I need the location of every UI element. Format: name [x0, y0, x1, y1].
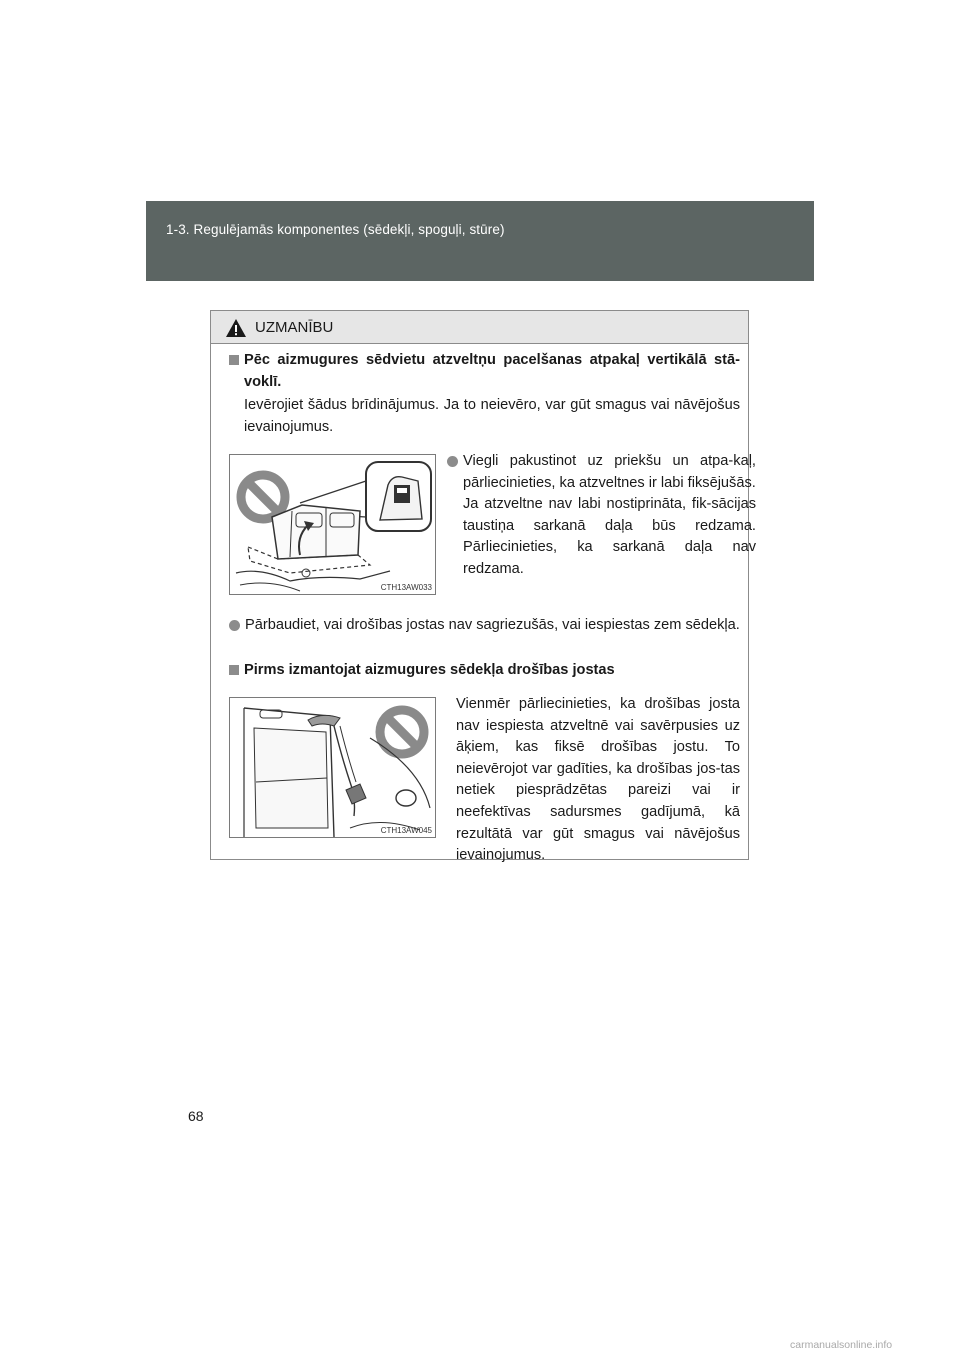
seatback-lock-illustration	[229, 454, 436, 595]
section-title: 1-3. Regulējamās komponentes (sēdekļi, spoguļi, stūre)	[166, 222, 505, 237]
figure-code: CTH13AW033	[380, 583, 432, 592]
square-bullet-icon	[229, 665, 239, 675]
bullet-latch-check: Viegli pakustinot uz priekšu un atpa-kaļ, pārliecinieties, ka atzveltnes ir labi fiksējušās. Ja atzveltne nav labi nostiprināta, fik-sācijas taustiņa sarkanā daļa būs redzama. Pārliecinieties, ka sarkanā daļa nav redzama.	[447, 451, 756, 581]
caution-box	[210, 310, 756, 864]
section1-intro: Ievērojiet šādus brīdinājumus. Ja to neievēro, var gūt smagus vai nāvējošus ievainojumus.	[244, 397, 740, 435]
belt-warning-text: Vienmēr pārliecinieties, ka drošības josta nav iespiesta atzveltnē vai savērpusies uz āķiem, kas fiksē drošības jostu. To neievērojot var gadīties, ka drošības jos-tas netiek piesprādzētas pareizi vai ir neefektīvas sadursmes gadījumā, kā rezultātā var gūt smagus vai nāvējošus ievainojumus.	[456, 696, 740, 864]
page-number: 68	[188, 1108, 204, 1124]
round-bullet-icon	[229, 620, 240, 631]
bullet-belt-check: Pārbaudiet, vai drošības jostas nav sagriezušās, vai iespiestas zem sēdekļa.	[229, 615, 756, 637]
seatbelt-drawing	[230, 698, 435, 837]
square-bullet-icon	[229, 355, 239, 365]
round-bullet-icon	[447, 456, 458, 467]
seatbelt-pinch-illustration	[229, 697, 436, 838]
seatback-drawing	[230, 455, 435, 594]
caution-header	[211, 311, 748, 344]
figure-code: CTH13AW045	[380, 826, 432, 835]
section2-heading: Pirms izmantojat aizmugures sēdekļa drošības jostas	[229, 659, 740, 681]
section1-heading: Pēc aizmugures sēdvietu atzveltņu pacelšanas atpakaļ vertikālā stā-voklī.	[229, 349, 740, 393]
section-header-band	[146, 201, 814, 281]
caution-label: UZMANĪBU	[255, 319, 334, 336]
watermark: carmanualsonline.info	[790, 1339, 893, 1351]
warning-triangle-icon	[225, 318, 247, 338]
